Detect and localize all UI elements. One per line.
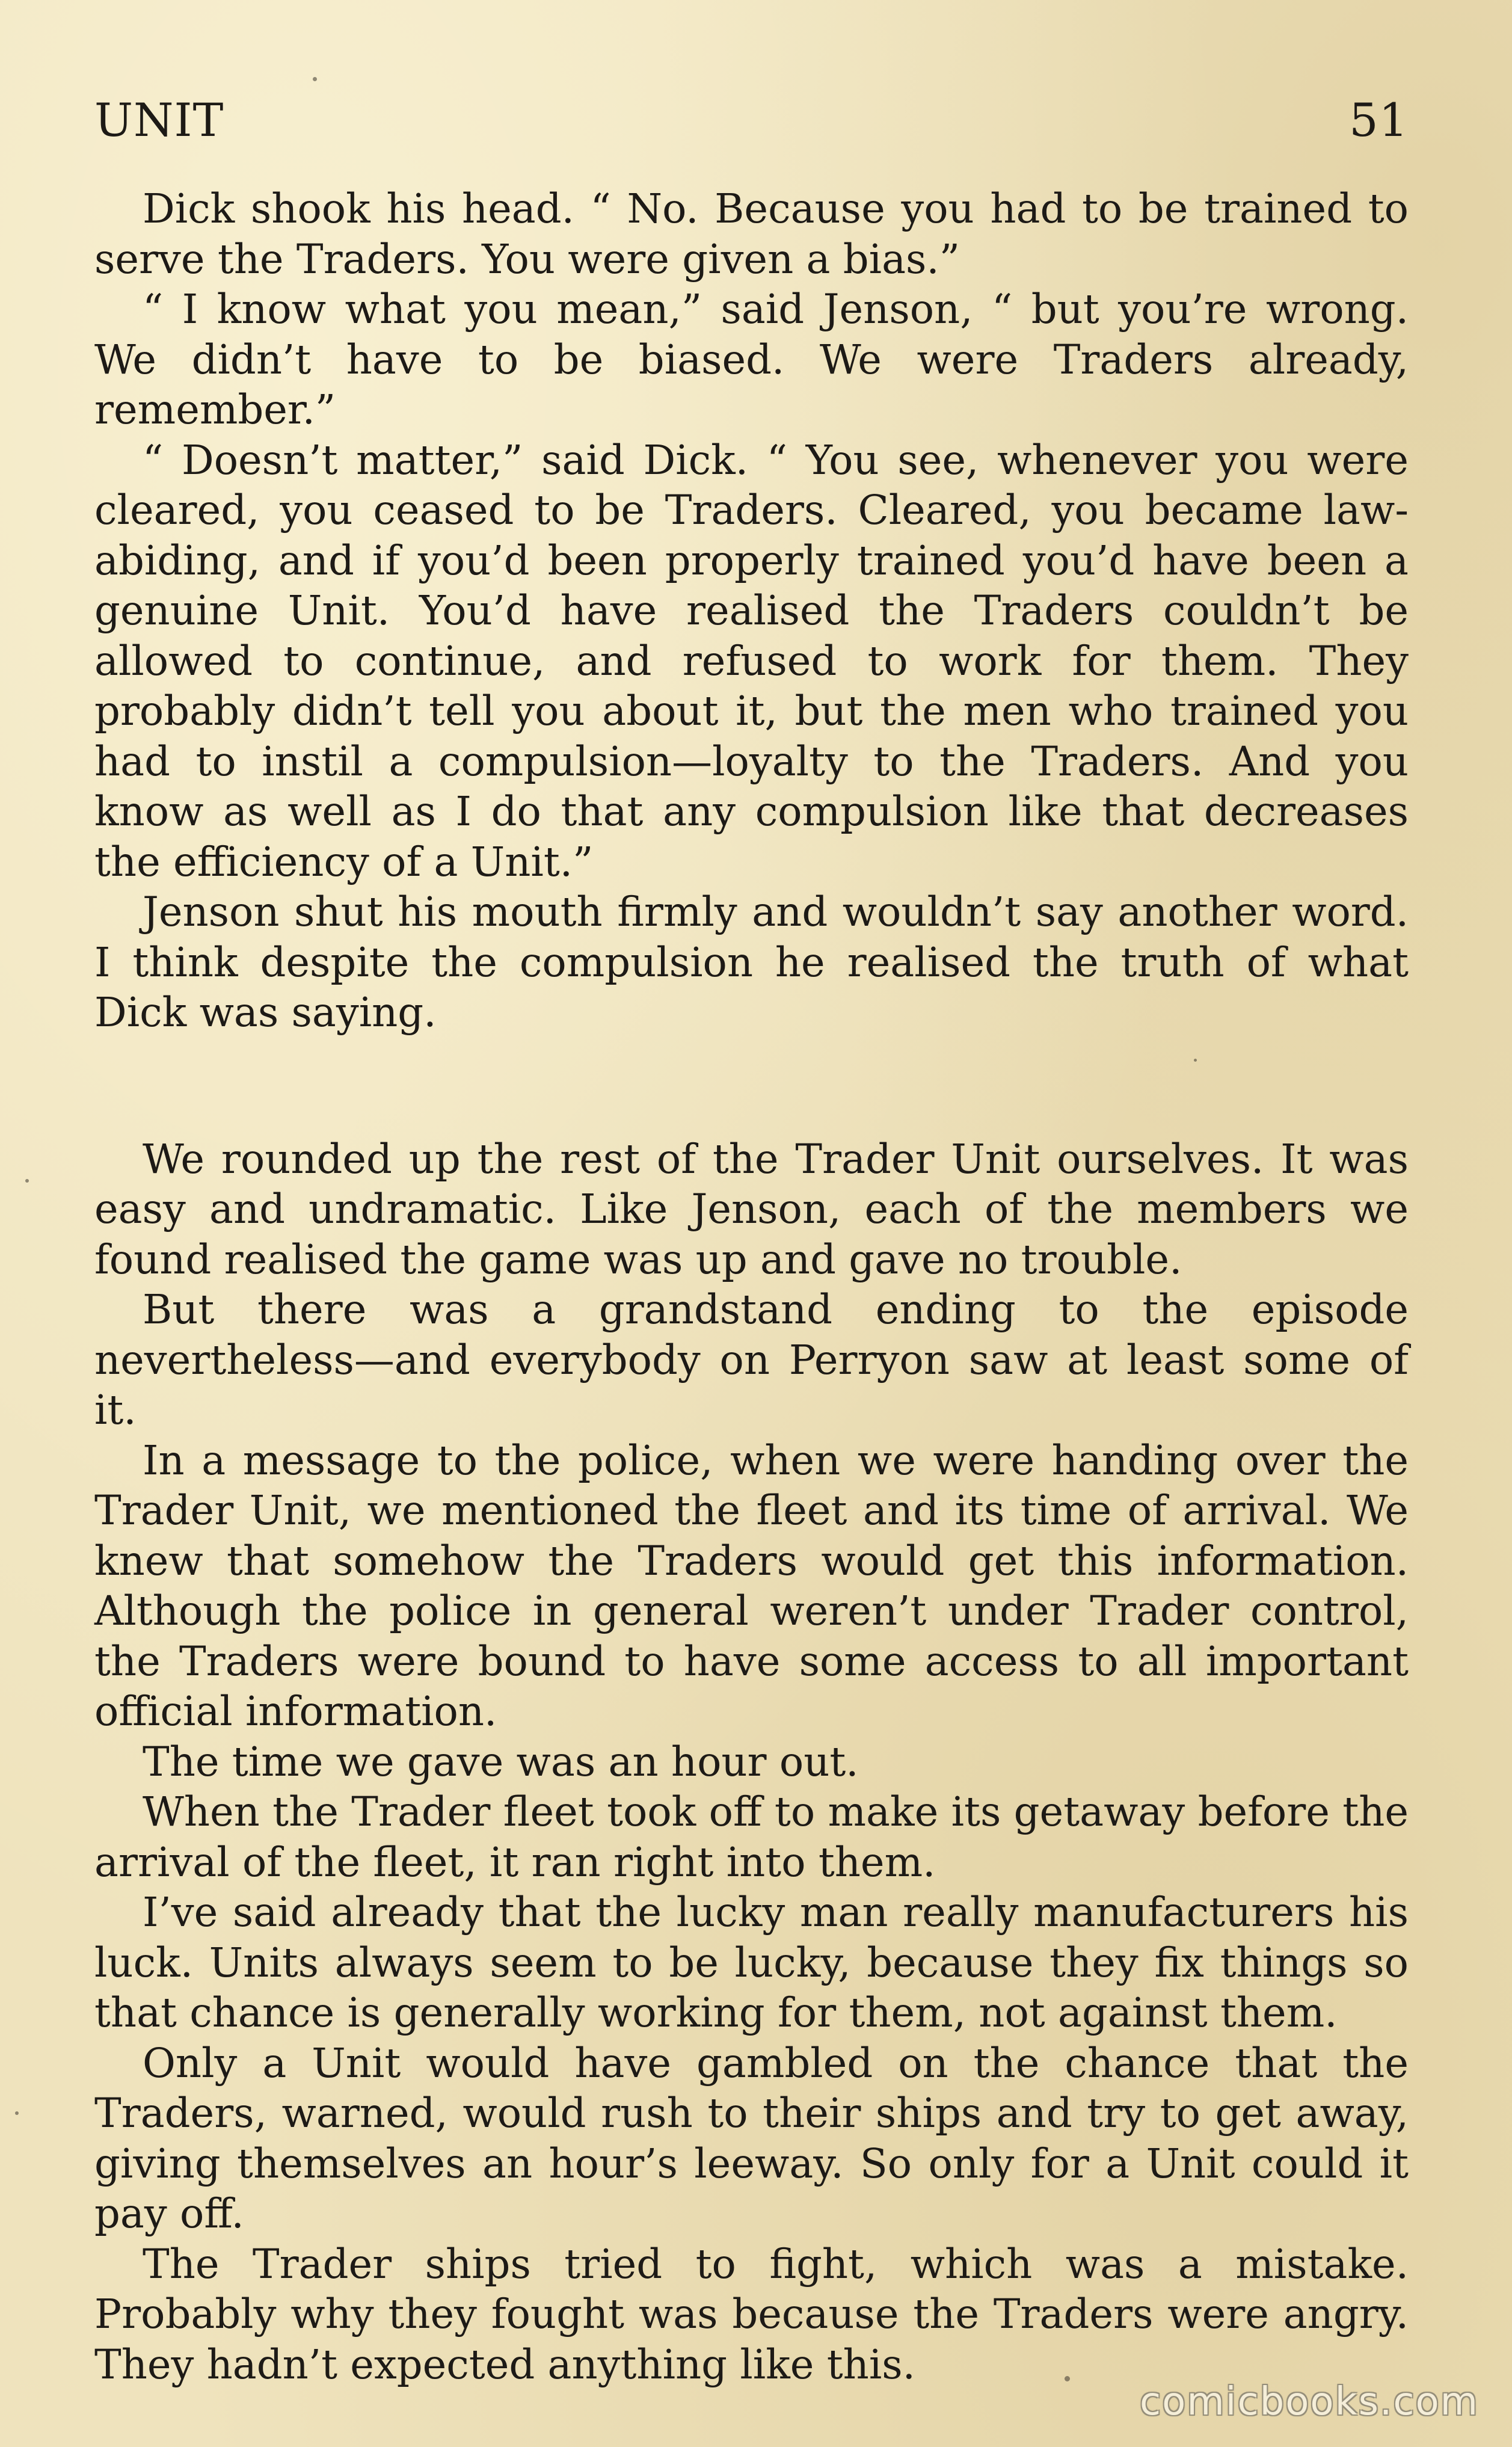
paragraph: The time we gave was an hour out. — [143, 1738, 859, 1785]
paper-speck — [25, 1179, 29, 1183]
paragraph: But there was a grandstand ending to the episode nevertheless—and everybody on Perryon saw at least some of it. — [94, 1286, 1409, 1433]
paragraph: In a message to the police, when we were handing over the Trader Unit, we mentioned the fleet and its time of arrival. We knew that somehow the Traders would get this information. Although the police in general weren’t under Trader control, the Traders were bound to have some access to all important official information. — [94, 1436, 1409, 1735]
paragraph: “ Doesn’t matter,” said Dick. “ You see, whenever you were cleared, you ceased to be Traders. Cleared, you became law-abiding, and if you’d been properly trained you’d have been a genuine Unit. You’d have realised the Traders couldn’t be allowed to continue, and refused to work for them. They probably didn’t tell you about it, but the men who trained you had to instil a compulsion—loyalty to the Traders. And you know as well as I do that any compulsion like that decreases the efficiency of a Unit.” — [94, 436, 1409, 885]
paragraph: When the Trader fleet took off to make its getaway before the arrival of the fleet, it ran right into them. — [94, 1788, 1409, 1886]
watermark-logo: comicbooks.com — [1139, 2380, 1479, 2424]
running-head — [94, 90, 1409, 150]
running-title: UNIT — [94, 93, 224, 147]
paper-speck — [15, 2111, 19, 2115]
paragraph: The Trader ships tried to fight, which was a mistake. Probably why they fought was because the Traders were angry. They hadn’t expected anything like this. — [94, 2240, 1409, 2388]
paragraph: Only a Unit would have gambled on the chance that the Traders, warned, would rush to their ships and try to get away, giving themselves an hour’s leeway. So only for a Unit could it pay off. — [94, 2039, 1409, 2237]
paragraph: We rounded up the rest of the Trader Unit ourselves. It was easy and undramatic. Like Jenson, each of the members we found realised the game was up and gave no trouble. — [94, 1135, 1409, 1283]
paragraph: “ I know what you mean,” said Jenson, “ but you’re wrong. We didn’t have to be biased. We were Traders already, remember.” — [94, 286, 1409, 433]
paragraph: Jenson shut his mouth firmly and wouldn’t say another word. I think despite the compulsion he realised the truth of what Dick was saying. — [94, 888, 1409, 1036]
body-text — [94, 184, 1409, 2390]
paper-speck — [1194, 1059, 1197, 1062]
page-number: 51 — [1349, 93, 1409, 147]
section-break — [94, 1038, 1409, 1134]
paragraph: Dick shook his head. “ No. Because you had to be trained to serve the Traders. You were given a bias.” — [94, 185, 1409, 283]
paper-speck — [1065, 2376, 1070, 2381]
paragraph: I’ve said already that the lucky man really manufacturers his luck. Units always seem to be lucky, because they fix things so that chance is generally working for them, not against them. — [94, 1889, 1409, 2036]
paper-speck — [313, 77, 317, 81]
